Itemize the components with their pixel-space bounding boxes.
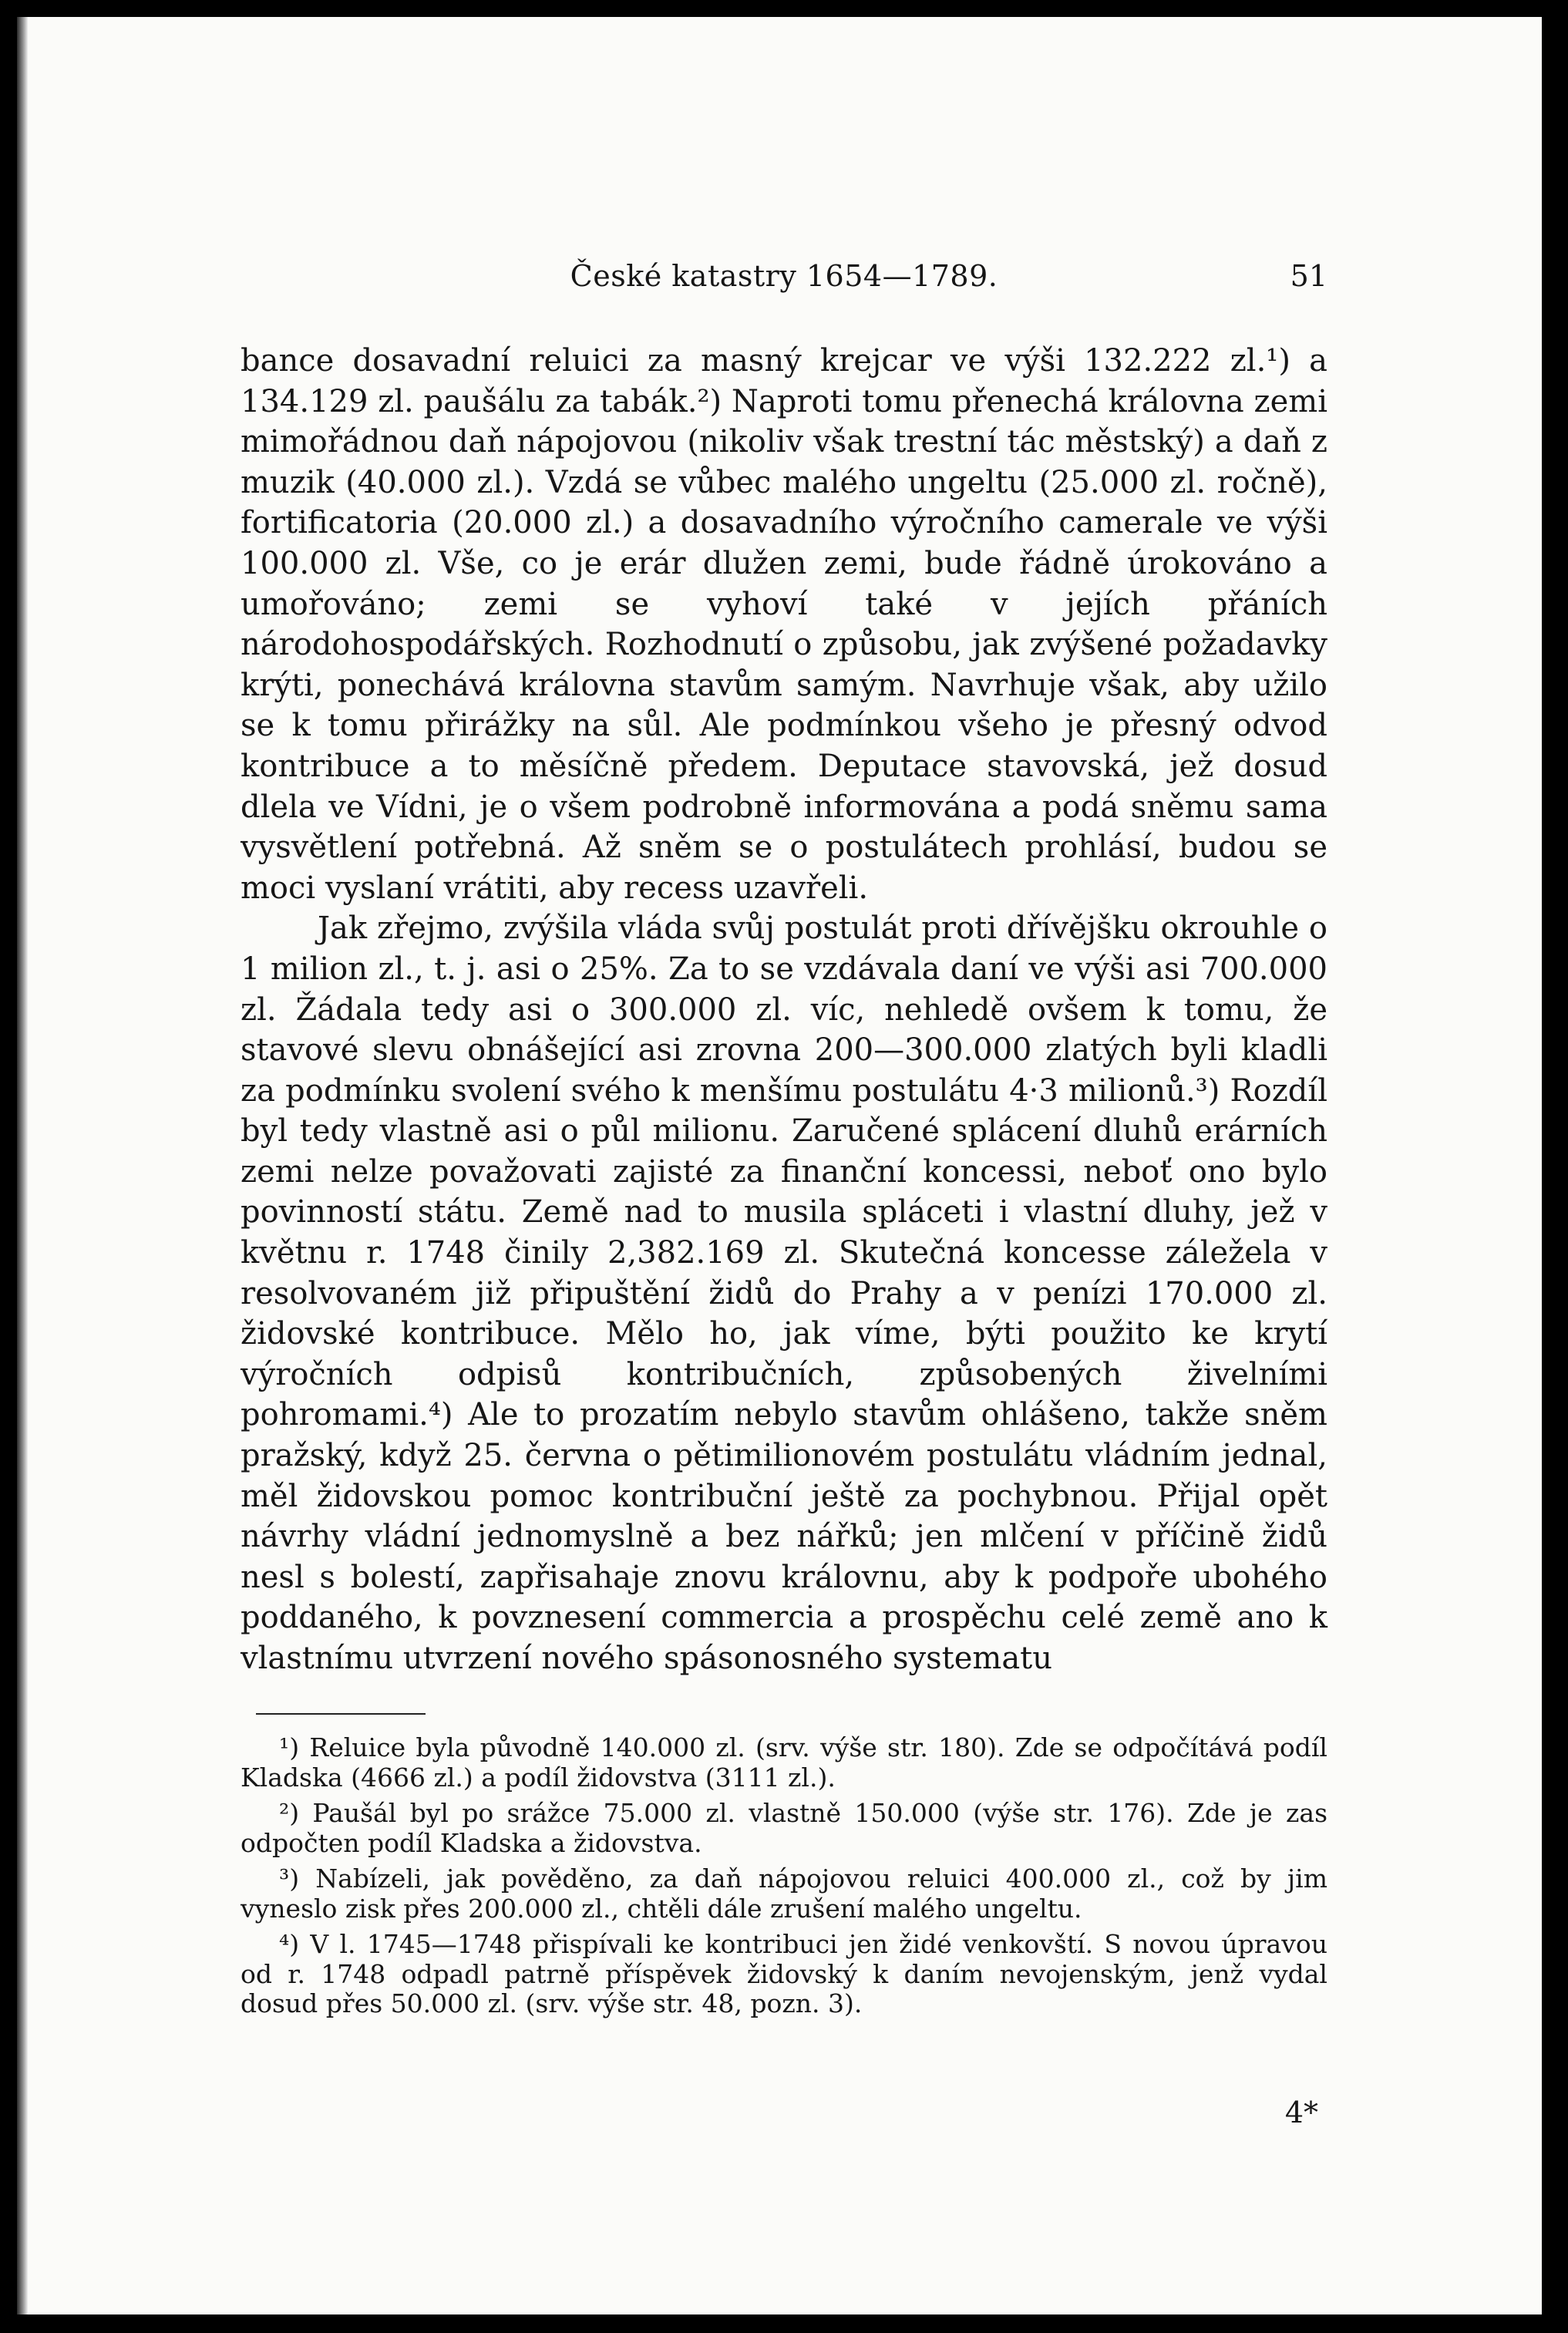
book-page xyxy=(17,17,1542,2314)
paragraph-1: bance dosavadní reluici za masný krejcar ve výši 132.222 zl.¹) a 134.129 zl. paušálu za tabák.²) Naproti tomu přenechá královna zemi mimořádnou daň nápojovou (nikoliv však trestní tác městský) a daň z muzik (40.000 zl.). Vzdá se vůbec malého ungeltu (25.000 zl. ročně), fortificatoria (20.000 zl.) a dosavadního výročního camerale ve výši 100.000 zl. Vše, co je erár dlužen zemi, bude řádně úrokováno a umořováno; zemi se vyhoví také v jejích přáních národohospodářských. Rozhodnutí o způsobu, jak zvýšené požadavky krýti, ponechává královna stavům samým. Navrhuje však, aby užilo se k tomu přirážky na sůl. Ale podmínkou všeho je přesný odvod kontribuce a to měsíčně předem. Deputace stavovská, jež dosud dlela ve Vídni, je o všem podrobně informována a podá sněmu sama vysvětlení potřebná. Až sněm se o postulátech prohlásí, budou se moci vyslaní vrátiti, aby recess uzavřeli. xyxy=(241,343,1327,906)
footnote-1: ¹) Reluice byla původně 140.000 zl. (srv. výše str. 180). Zde se odpočítává podíl Kladska (4666 zl.) a podíl židovstva (3111 zl.). xyxy=(241,1732,1327,1793)
page-binding-edge xyxy=(17,17,28,2314)
running-title: České katastry 1654—1789. xyxy=(570,259,998,293)
page-number: 51 xyxy=(1290,259,1327,293)
paragraph-2: Jak zřejmo, zvýšila vláda svůj postulát proti dřívějšku okrouhle o 1 milion zl., t. j. asi o 25%. Za to se vzdávala daní ve výši asi 700.000 zl. Žádala tedy asi o 300.000 zl. víc, nehledě ovšem k tomu, že stavové slevu obnášející asi zrovna 200—300.000 zlatých byli kladli za podmínku svolení svého k menšímu postulátu 4·3 milionů.³) Rozdíl byl tedy vlastně asi o půl milionu. Zaručené splácení dluhů erárních zemi nelze považovati zajisté za finanční koncessi, neboť ono bylo povinností státu. Země nad to musila spláceti i vlastní dluhy, jež v květnu r. 1748 činily 2,382.169 zl. Skutečná koncesse záležela v resolvovaném již připuštění židů do Prahy a v penízi 170.000 zl. židovské kontribuce. Mělo ho, jak víme, býti použito ke krytí výročních odpisů kontribučních, způsobených živelními pohromami.⁴) Ale to prozatím nebylo stavům ohlášeno, takže sněm pražský, když 25. června o pětimilionovém postulátu vládním jednal, měl židovskou pomoc kontribuční ještě za pochybnou. Přijal opět návrhy vládní jednomyslně a bez nářků; jen mlčení v příčině židů nesl s bolestí, zapřisahaje znovu královnu, aby k podpoře ubohého poddaného, k povznesení commercia a prospěchu celé země ano k vlastnímu utvrzení nového spásonosného systematu xyxy=(241,911,1327,1676)
footnotes xyxy=(241,1733,1327,2025)
signature-mark: 4* xyxy=(1284,2096,1318,2129)
footnote-2: ²) Paušál byl po srážce 75.000 zl. vlastně 150.000 (výše str. 176). Zde je zas odpočten podíl Kladska a židovstva. xyxy=(241,1798,1327,1858)
page-header xyxy=(241,259,1327,305)
footnote-separator xyxy=(256,1713,426,1715)
footnote-3: ³) Nabízeli, jak pověděno, za daň nápojovou reluici 400.000 zl., což by jim vyneslo zisk přes 200.000 zl., chtěli dále zrušení malého ungeltu. xyxy=(241,1863,1327,1924)
main-text xyxy=(241,341,1327,1679)
footnote-4: ⁴) V l. 1745—1748 přispívali ke kontribuci jen židé venkovští. S novou úpravou od r. 1748 odpadl patrně příspěvek židovský k daním nevojenským, jenž vydal dosud přes 50.000 zl. (srv. výše str. 48, pozn. 3). xyxy=(241,1929,1327,2018)
